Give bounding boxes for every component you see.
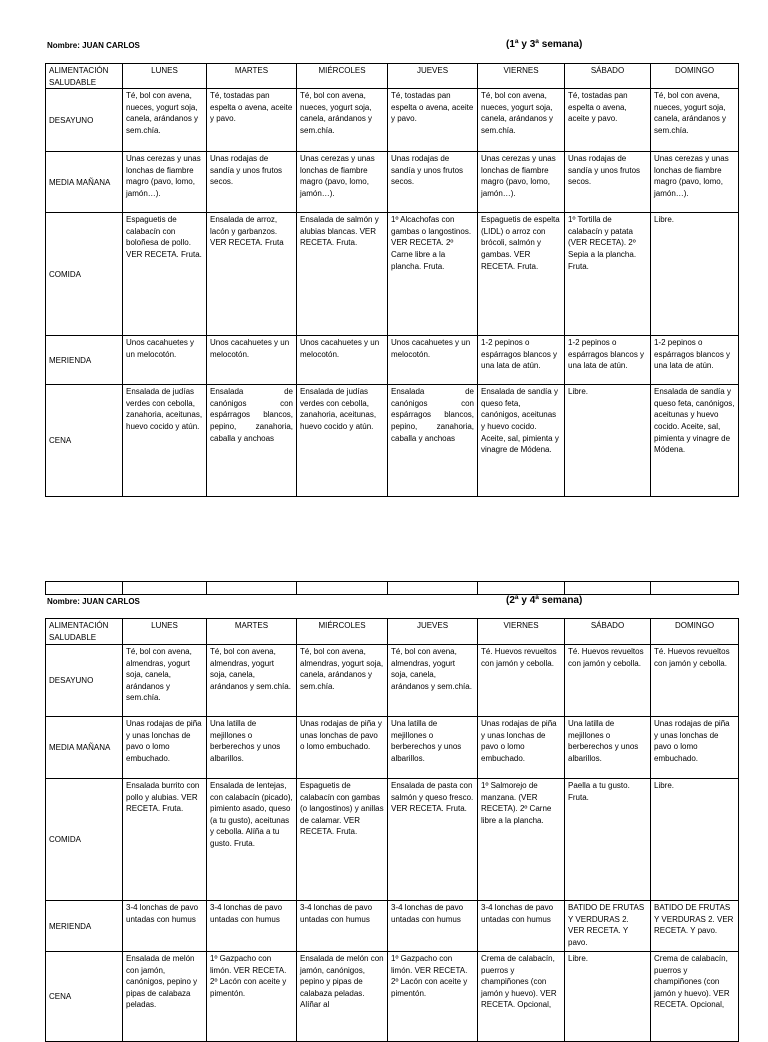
menu-cell: Té. Huevos revueltos con jamón y cebolla. <box>565 645 651 717</box>
menu-cell: Ensalada de judías verdes con cebolla, zanahoria, aceitunas, huevo cocido y atún. <box>297 385 388 497</box>
empty-cell <box>388 582 478 595</box>
menu-cell: Unas rodajas de piña y unas lonchas de pavo o lomo embuchado. <box>123 717 207 779</box>
day-header: SÁBADO <box>565 64 651 89</box>
menu-cell: Ensalada de sandía y queso feta, canónigos, aceitunas y huevo cocido. Aceite, sal, pimienta y vinagre de Módena. <box>478 385 565 497</box>
header-first: ALIMENTACIÓN SALUDABLE <box>46 64 123 89</box>
menu-cell: Unas cerezas y unas lonchas de fiambre magro (pavo, lomo, jamón…). <box>651 152 739 213</box>
menu-cell: Unas cerezas y unas lonchas de fiambre magro (pavo, lomo, jamón…). <box>297 152 388 213</box>
menu-cell: Libre. <box>651 213 739 336</box>
meal-label: MERIENDA <box>46 336 123 385</box>
menu-cell: 3-4 lonchas de pavo untadas con humus <box>297 901 388 952</box>
menu-cell: Espaguetis de espelta (LIDL) o arroz con brócoli, salmón y gambas. VER RECETA. Fruta. <box>478 213 565 336</box>
empty-cell <box>478 582 565 595</box>
menu-cell: Ensalada de judías verdes con cebolla, zanahoria, aceitunas, huevo cocido y atún. <box>123 385 207 497</box>
menu-cell: Ensalada de melón con jamón, canónigos, pepino y pipas de calabaza peladas. <box>123 952 207 1042</box>
menu-cell: Unos cacahuetes y un melocotón. <box>388 336 478 385</box>
table-row <box>46 336 739 385</box>
menu-cell: Ensalada de melón con jamón, canónigos, pepino y pipas de calabaza peladas. Alíñar al <box>297 952 388 1042</box>
week2-menu-table <box>45 618 739 1042</box>
menu-cell: BATIDO DE FRUTAS Y VERDURAS 2. VER RECETA. Y pavo. <box>565 901 651 952</box>
empty-cell <box>46 582 123 595</box>
day-header: LUNES <box>123 64 207 89</box>
menu-cell: Ensalada burrito con pollo y alubias. VER RECETA. Fruta. <box>123 779 207 901</box>
menu-cell: 1º Gazpacho con limón. VER RECETA. 2º Lacón con aceite y pimentón. <box>388 952 478 1042</box>
menu-cell: Té, bol con avena, almendras, yogurt soja, canela, arándanos y sem.chía. <box>297 645 388 717</box>
menu-cell: Unas rodajas de sandía y unos frutos secos. <box>388 152 478 213</box>
menu-cell: Unas rodajas de sandía y unos frutos secos. <box>565 152 651 213</box>
menu-cell: Té, tostadas pan espelta o avena, aceite y pavo. <box>565 89 651 152</box>
menu-cell: 1º Tortilla de calabacín y patata (VER RECETA). 2º Sepia a la plancha. Fruta. <box>565 213 651 336</box>
menu-cell: 1-2 pepinos o espárragos blancos y una lata de atún. <box>478 336 565 385</box>
menu-cell: Espaguetis de calabacín con gambas (o langostinos) y anillas de calamar. VER RECETA. Fruta. <box>297 779 388 901</box>
menu-cell: Té, tostadas pan espelta o avena, aceite y pavo. <box>207 89 297 152</box>
menu-cell: Unas rodajas de sandía y unos frutos secos. <box>207 152 297 213</box>
menu-cell: Té, bol con avena, almendras, yogurt soja, canela, arándanos y sem.chía. <box>207 645 297 717</box>
menu-cell: Unas rodajas de piña y unas lonchas de pavo o lomo embuchado. <box>478 717 565 779</box>
meal-label: COMIDA <box>46 779 123 901</box>
menu-cell: Unas cerezas y unas lonchas de fiambre magro (pavo, lomo, jamón…). <box>478 152 565 213</box>
menu-cell: 1-2 pepinos o espárragos blancos y una lata de atún. <box>565 336 651 385</box>
day-header: MIÉRCOLES <box>297 619 388 645</box>
menu-cell: Unas cerezas y unas lonchas de fiambre magro (pavo, lomo, jamón…). <box>123 152 207 213</box>
menu-cell: Té, bol con avena, nueces, yogurt soja, canela, arándanos y sem.chía. <box>297 89 388 152</box>
menu-cell: Té, bol con avena, nueces, yogurt soja, canela, arándanos y sem.chía. <box>123 89 207 152</box>
menu-cell: Crema de calabacín, puerros y champiñones (con jamón y huevo). VER RECETA. Opcional, <box>651 952 739 1042</box>
menu-cell: Libre. <box>565 952 651 1042</box>
meal-label: DESAYUNO <box>46 645 123 717</box>
meal-label: CENA <box>46 952 123 1042</box>
menu-cell: Unos cacahuetes y un melocotón. <box>207 336 297 385</box>
meal-label: DESAYUNO <box>46 89 123 152</box>
day-header: VIERNES <box>478 64 565 89</box>
table-row <box>46 779 739 901</box>
table-row <box>46 645 739 717</box>
week2-header <box>0 597 768 611</box>
day-header: MIÉRCOLES <box>297 64 388 89</box>
meal-label: CENA <box>46 385 123 497</box>
menu-cell: Una latilla de mejillones o berberechos y unos albarillos. <box>207 717 297 779</box>
menu-cell: 1-2 pepinos o espárragos blancos y una lata de atún. <box>651 336 739 385</box>
menu-cell: Té, bol con avena, almendras, yogurt soja, canela, arándanos y sem.chía. <box>388 645 478 717</box>
empty-cell <box>651 582 739 595</box>
day-header: MARTES <box>207 619 297 645</box>
meal-label: COMIDA <box>46 213 123 336</box>
day-header: VIERNES <box>478 619 565 645</box>
day-header: LUNES <box>123 619 207 645</box>
menu-cell: Té, tostadas pan espelta o avena, aceite y pavo. <box>388 89 478 152</box>
menu-cell: 3-4 lonchas de pavo untadas con humus <box>123 901 207 952</box>
day-header: SÁBADO <box>565 619 651 645</box>
table-row <box>46 717 739 779</box>
empty-cell <box>123 582 207 595</box>
menu-cell: 1º Alcachofas con gambas o langostinos. VER RECETA. 2º Carne libre a la plancha. Fruta. <box>388 213 478 336</box>
week1-header-row <box>46 64 739 89</box>
menu-cell: Ensalada de canónigos con espárragos blancos, pepino, zanahoria, caballa y anchoas <box>207 385 297 497</box>
day-header: JUEVES <box>388 619 478 645</box>
table-row <box>46 385 739 497</box>
menu-cell: Crema de calabacín, puerros y champiñones (con jamón y huevo). VER RECETA. Opcional, <box>478 952 565 1042</box>
menu-cell: Unas rodajas de piña y unas lonchas de pavo o lomo embuchado. <box>297 717 388 779</box>
week2-name: Nombre: JUAN CARLOS <box>47 597 140 606</box>
menu-cell: Té, bol con avena, almendras, yogurt soja, canela, arándanos y sem.chía. <box>123 645 207 717</box>
menu-cell: Té. Huevos revueltos con jamón y cebolla. <box>478 645 565 717</box>
menu-cell: Una latilla de mejillones o berberechos y unos albarillos. <box>565 717 651 779</box>
day-header: DOMINGO <box>651 619 739 645</box>
menu-cell: Ensalada de sandía y queso feta, canónigos, aceitunas y huevo cocido. Aceite, sal, pimienta y vinagre de Módena. <box>651 385 739 497</box>
empty-cell <box>297 582 388 595</box>
day-header: MARTES <box>207 64 297 89</box>
menu-cell: 3-4 lonchas de pavo untadas con humus <box>388 901 478 952</box>
table-row <box>46 901 739 952</box>
menu-cell: Unas rodajas de piña y unas lonchas de pavo o lomo embuchado. <box>651 717 739 779</box>
menu-cell: Té, bol con avena, nueces, yogurt soja, canela, arándanos y sem.chía. <box>651 89 739 152</box>
day-header: DOMINGO <box>651 64 739 89</box>
empty-cell <box>207 582 297 595</box>
menu-cell: Ensalada de salmón y alubias blancas. VER RECETA. Fruta. <box>297 213 388 336</box>
menu-cell: Espaguetis de calabacín con boloñesa de pollo. VER RECETA. Fruta. <box>123 213 207 336</box>
menu-cell: Ensalada de pasta con salmón y queso fresco. VER RECETA. Fruta. <box>388 779 478 901</box>
table-row <box>46 89 739 152</box>
menu-cell: Ensalada de canónigos con espárragos blancos, pepino, zanahoria, caballa y anchoas <box>388 385 478 497</box>
day-header: JUEVES <box>388 64 478 89</box>
empty-strip-row <box>45 581 739 595</box>
menu-cell: 3-4 lonchas de pavo untadas con humus <box>478 901 565 952</box>
table-row <box>46 213 739 336</box>
meal-label: MEDIA MAÑANA <box>46 152 123 213</box>
week1-name: Nombre: JUAN CARLOS <box>47 41 140 50</box>
week2-header-row <box>46 619 739 645</box>
menu-cell: BATIDO DE FRUTAS Y VERDURAS 2. VER RECETA. Y pavo. <box>651 901 739 952</box>
table-row <box>46 952 739 1042</box>
menu-cell: Ensalada de arroz, lacón y garbanzos. VER RECETA. Fruta <box>207 213 297 336</box>
menu-cell: Unos cacahuetes y un melocotón. <box>123 336 207 385</box>
week1-label: (1ª y 3ª semana) <box>506 39 583 50</box>
menu-cell: Libre. <box>565 385 651 497</box>
week1-menu-table <box>45 63 739 497</box>
table-row <box>46 152 739 213</box>
meal-label: MEDIA MAÑANA <box>46 717 123 779</box>
menu-cell: 1º Salmorejo de manzana. (VER RECETA). 2º Carne libre a la plancha. <box>478 779 565 901</box>
menu-cell: Té, bol con avena, nueces, yogurt soja, canela, arándanos y sem.chía. <box>478 89 565 152</box>
menu-cell: Una latilla de mejillones o berberechos y unos albarillos. <box>388 717 478 779</box>
menu-cell: Té. Huevos revueltos con jamón y cebolla. <box>651 645 739 717</box>
header-first: ALIMENTACIÓN SALUDABLE <box>46 619 123 645</box>
week1-header <box>0 41 768 55</box>
menu-cell: Unos cacahuetes y un melocotón. <box>297 336 388 385</box>
menu-cell: Ensalada de lentejas, con calabacín (picado), pimiento asado, queso (a tu gusto), aceitunas y cebolla. Alíña a tu gusto. Fruta. <box>207 779 297 901</box>
menu-cell: Paella a tu gusto. Fruta. <box>565 779 651 901</box>
menu-cell: 1º Gazpacho con limón. VER RECETA. 2º Lacón con aceite y pimentón. <box>207 952 297 1042</box>
menu-cell: 3-4 lonchas de pavo untadas con humus <box>207 901 297 952</box>
meal-label: MERIENDA <box>46 901 123 952</box>
menu-cell: Libre. <box>651 779 739 901</box>
week2-label: (2ª y 4ª semana) <box>506 595 583 606</box>
empty-cell <box>565 582 651 595</box>
